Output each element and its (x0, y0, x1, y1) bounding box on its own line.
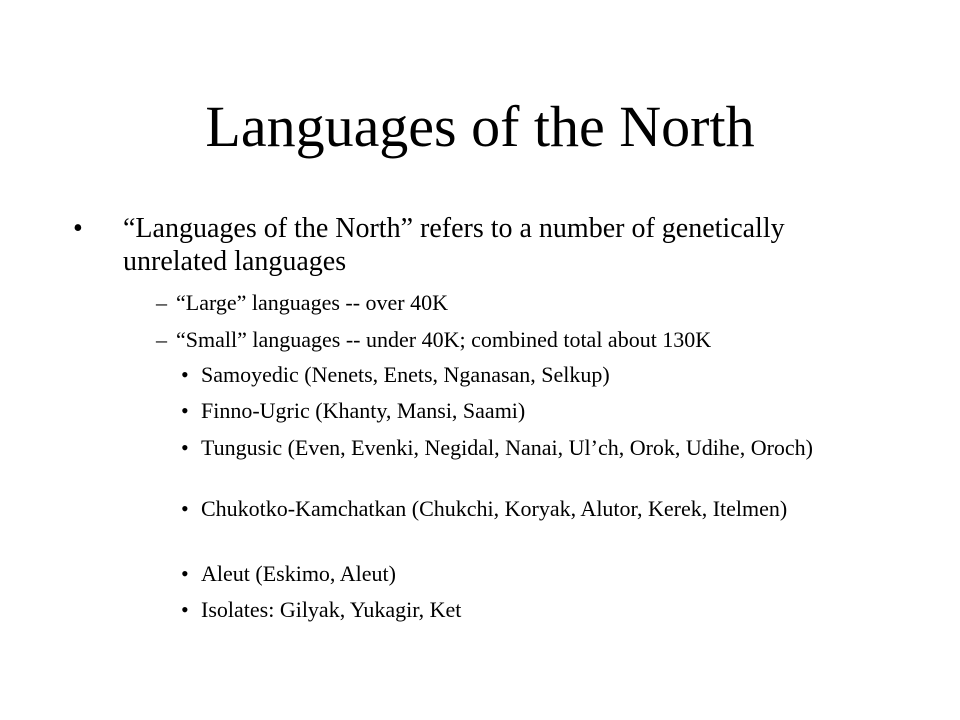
family-aleut (181, 561, 841, 587)
sub-bullet-small (156, 327, 712, 353)
bullet-dash-icon: – (156, 290, 167, 315)
bullet-dot-icon: • (73, 213, 83, 244)
family-finno-ugric (181, 398, 841, 424)
family-text: Tungusic (Even, Evenki, Negidal, Nanai, Ul’ch, Orok, Udihe, Oroch) (201, 435, 813, 460)
family-isolates (181, 597, 841, 623)
main-bullet (73, 212, 883, 278)
sub-bullet-large (156, 290, 449, 316)
family-tungusic (181, 435, 841, 461)
family-text: Aleut (Eskimo, Aleut) (201, 561, 396, 586)
bullet-dash-icon: – (156, 327, 167, 352)
slide-title: Languages of the North (205, 94, 755, 159)
bullet-dot-icon: • (181, 362, 189, 387)
family-text: Chukotko-Kamchatkan (Chukchi, Koryak, Alutor, Kerek, Itelmen) (201, 496, 788, 521)
bullet-dot-icon: • (181, 398, 189, 423)
sub-bullet-text: “Small” languages -- under 40K; combined total about 130K (176, 327, 712, 352)
bullet-dot-icon: • (181, 597, 189, 622)
family-text: Finno-Ugric (Khanty, Mansi, Saami) (201, 398, 526, 423)
family-text: Samoyedic (Nenets, Enets, Nganasan, Selkup) (201, 362, 610, 387)
family-chukotko-kamchatkan (181, 496, 841, 522)
bullet-dot-icon: • (181, 435, 189, 460)
sub-bullet-text: “Large” languages -- over 40K (176, 290, 449, 315)
family-text: Isolates: Gilyak, Yukagir, Ket (201, 597, 462, 622)
family-samoyedic (181, 362, 841, 388)
bullet-dot-icon: • (181, 496, 189, 521)
main-bullet-text: “Languages of the North” refers to a number of genetically unrelated languages (123, 213, 785, 277)
bullet-dot-icon: • (181, 561, 189, 586)
